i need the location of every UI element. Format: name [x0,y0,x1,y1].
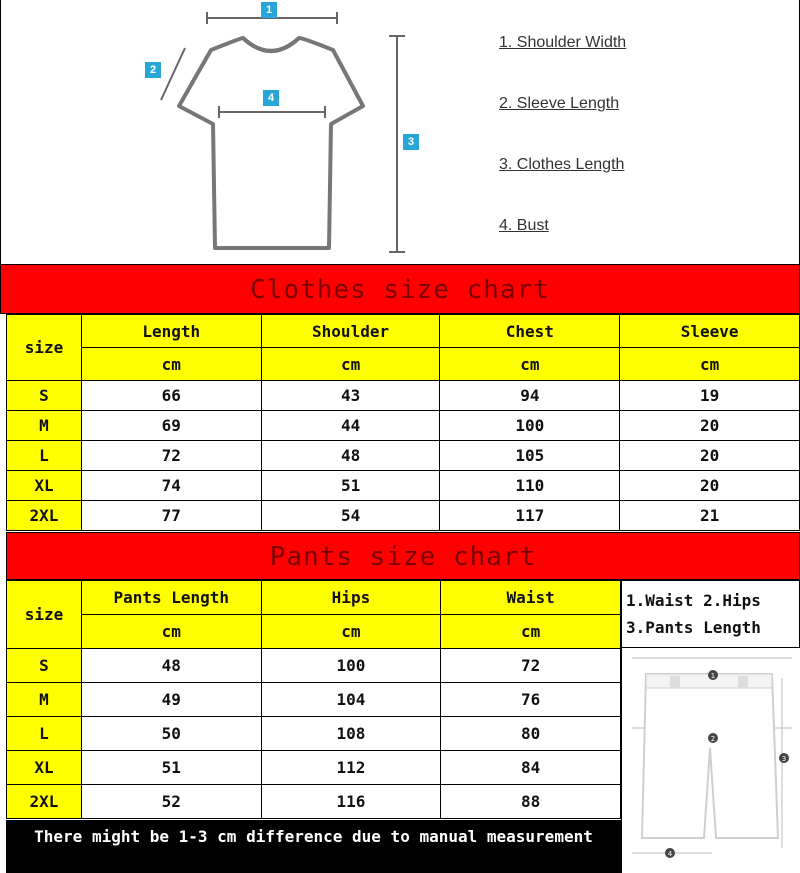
table-cell: 76 [441,683,621,717]
table-cell: 84 [441,751,621,785]
table-row [7,441,800,471]
legend-clothes-length: 3. Clothes Length [499,156,625,173]
table-cell: 21 [620,501,800,531]
table-row [7,501,800,531]
table-row [7,649,621,683]
col-header-hips: Hips [261,581,441,615]
table-row [7,717,621,751]
pants-size-chart-title: Pants size chart [6,532,800,580]
tshirt-outline-icon [1,0,421,264]
table-cell: 88 [441,785,621,819]
table-cell: 52 [81,785,261,819]
unit-cell: cm [261,615,441,649]
size-label: 2XL [7,785,82,819]
table-cell: 100 [261,649,441,683]
table-cell: 19 [620,381,800,411]
table-cell: 44 [261,411,440,441]
table-cell: 94 [440,381,620,411]
size-label: L [7,717,82,751]
size-header: size [7,581,82,649]
table-row [7,683,621,717]
table-cell: 50 [81,717,261,751]
table-cell: 110 [440,471,620,501]
unit-cell: cm [440,348,620,381]
table-row [7,785,621,819]
table-cell: 51 [261,471,440,501]
unit-cell: cm [81,348,261,381]
table-cell: 72 [441,649,621,683]
size-label: 2XL [7,501,82,531]
size-label: S [7,649,82,683]
badge-4: 4 [263,90,279,106]
table-cell: 117 [440,501,620,531]
col-header-pants-length: Pants Length [81,581,261,615]
shorts-badge-4: 4 [667,850,673,858]
clothes-size-chart-title: Clothes size chart [0,264,800,314]
pants-size-table [6,580,621,819]
table-cell: 20 [620,471,800,501]
table-cell: 77 [81,501,261,531]
clothes-size-table [6,314,800,531]
unit-cell: cm [441,615,621,649]
tshirt-diagram-panel [0,0,800,264]
size-label: L [7,441,82,471]
unit-cell: cm [620,348,800,381]
badge-1: 1 [261,2,277,18]
table-cell: 105 [440,441,620,471]
table-cell: 104 [261,683,441,717]
table-cell: 72 [81,441,261,471]
badge-2: 2 [145,62,161,78]
table-cell: 74 [81,471,261,501]
table-row [7,471,800,501]
table-cell: 54 [261,501,440,531]
table-cell: 100 [440,411,620,441]
pants-legend-line-2: 3.Pants Length [626,618,761,637]
unit-cell: cm [81,615,261,649]
table-row [7,751,621,785]
unit-cell: cm [261,348,440,381]
table-cell: 69 [81,411,261,441]
size-label: XL [7,751,82,785]
table-cell: 43 [261,381,440,411]
size-label: M [7,683,82,717]
table-cell: 51 [81,751,261,785]
shorts-badge-2: 2 [710,735,716,743]
table-row [7,411,800,441]
shorts-badge-3: 3 [781,755,787,763]
pants-legend [621,580,800,648]
table-cell: 49 [81,683,261,717]
table-cell: 112 [261,751,441,785]
badge-3: 3 [403,134,419,150]
table-cell: 116 [261,785,441,819]
size-header: size [7,315,82,381]
pants-diagram-panel [621,648,800,873]
table-cell: 108 [261,717,441,751]
shorts-badge-1: 1 [710,672,716,680]
col-header-shoulder: Shoulder [261,315,440,348]
measurement-note: There might be 1-3 cm difference due to manual measurement [6,820,621,873]
legend-shoulder-width: 1. Shoulder Width [499,34,627,51]
table-cell: 66 [81,381,261,411]
col-header-waist: Waist [441,581,621,615]
pants-legend-line-1: 1.Waist 2.Hips [626,591,761,610]
table-cell: 20 [620,441,800,471]
table-cell: 48 [81,649,261,683]
legend-sleeve-length: 2. Sleeve Length [499,95,620,112]
table-cell: 80 [441,717,621,751]
size-label: S [7,381,82,411]
col-header-length: Length [81,315,261,348]
legend-bust: 4. Bust [499,217,549,234]
table-row [7,381,800,411]
col-header-sleeve: Sleeve [620,315,800,348]
size-label: XL [7,471,82,501]
size-label: M [7,411,82,441]
table-cell: 20 [620,411,800,441]
table-cell: 48 [261,441,440,471]
col-header-chest: Chest [440,315,620,348]
shorts-outline-icon [622,648,800,873]
